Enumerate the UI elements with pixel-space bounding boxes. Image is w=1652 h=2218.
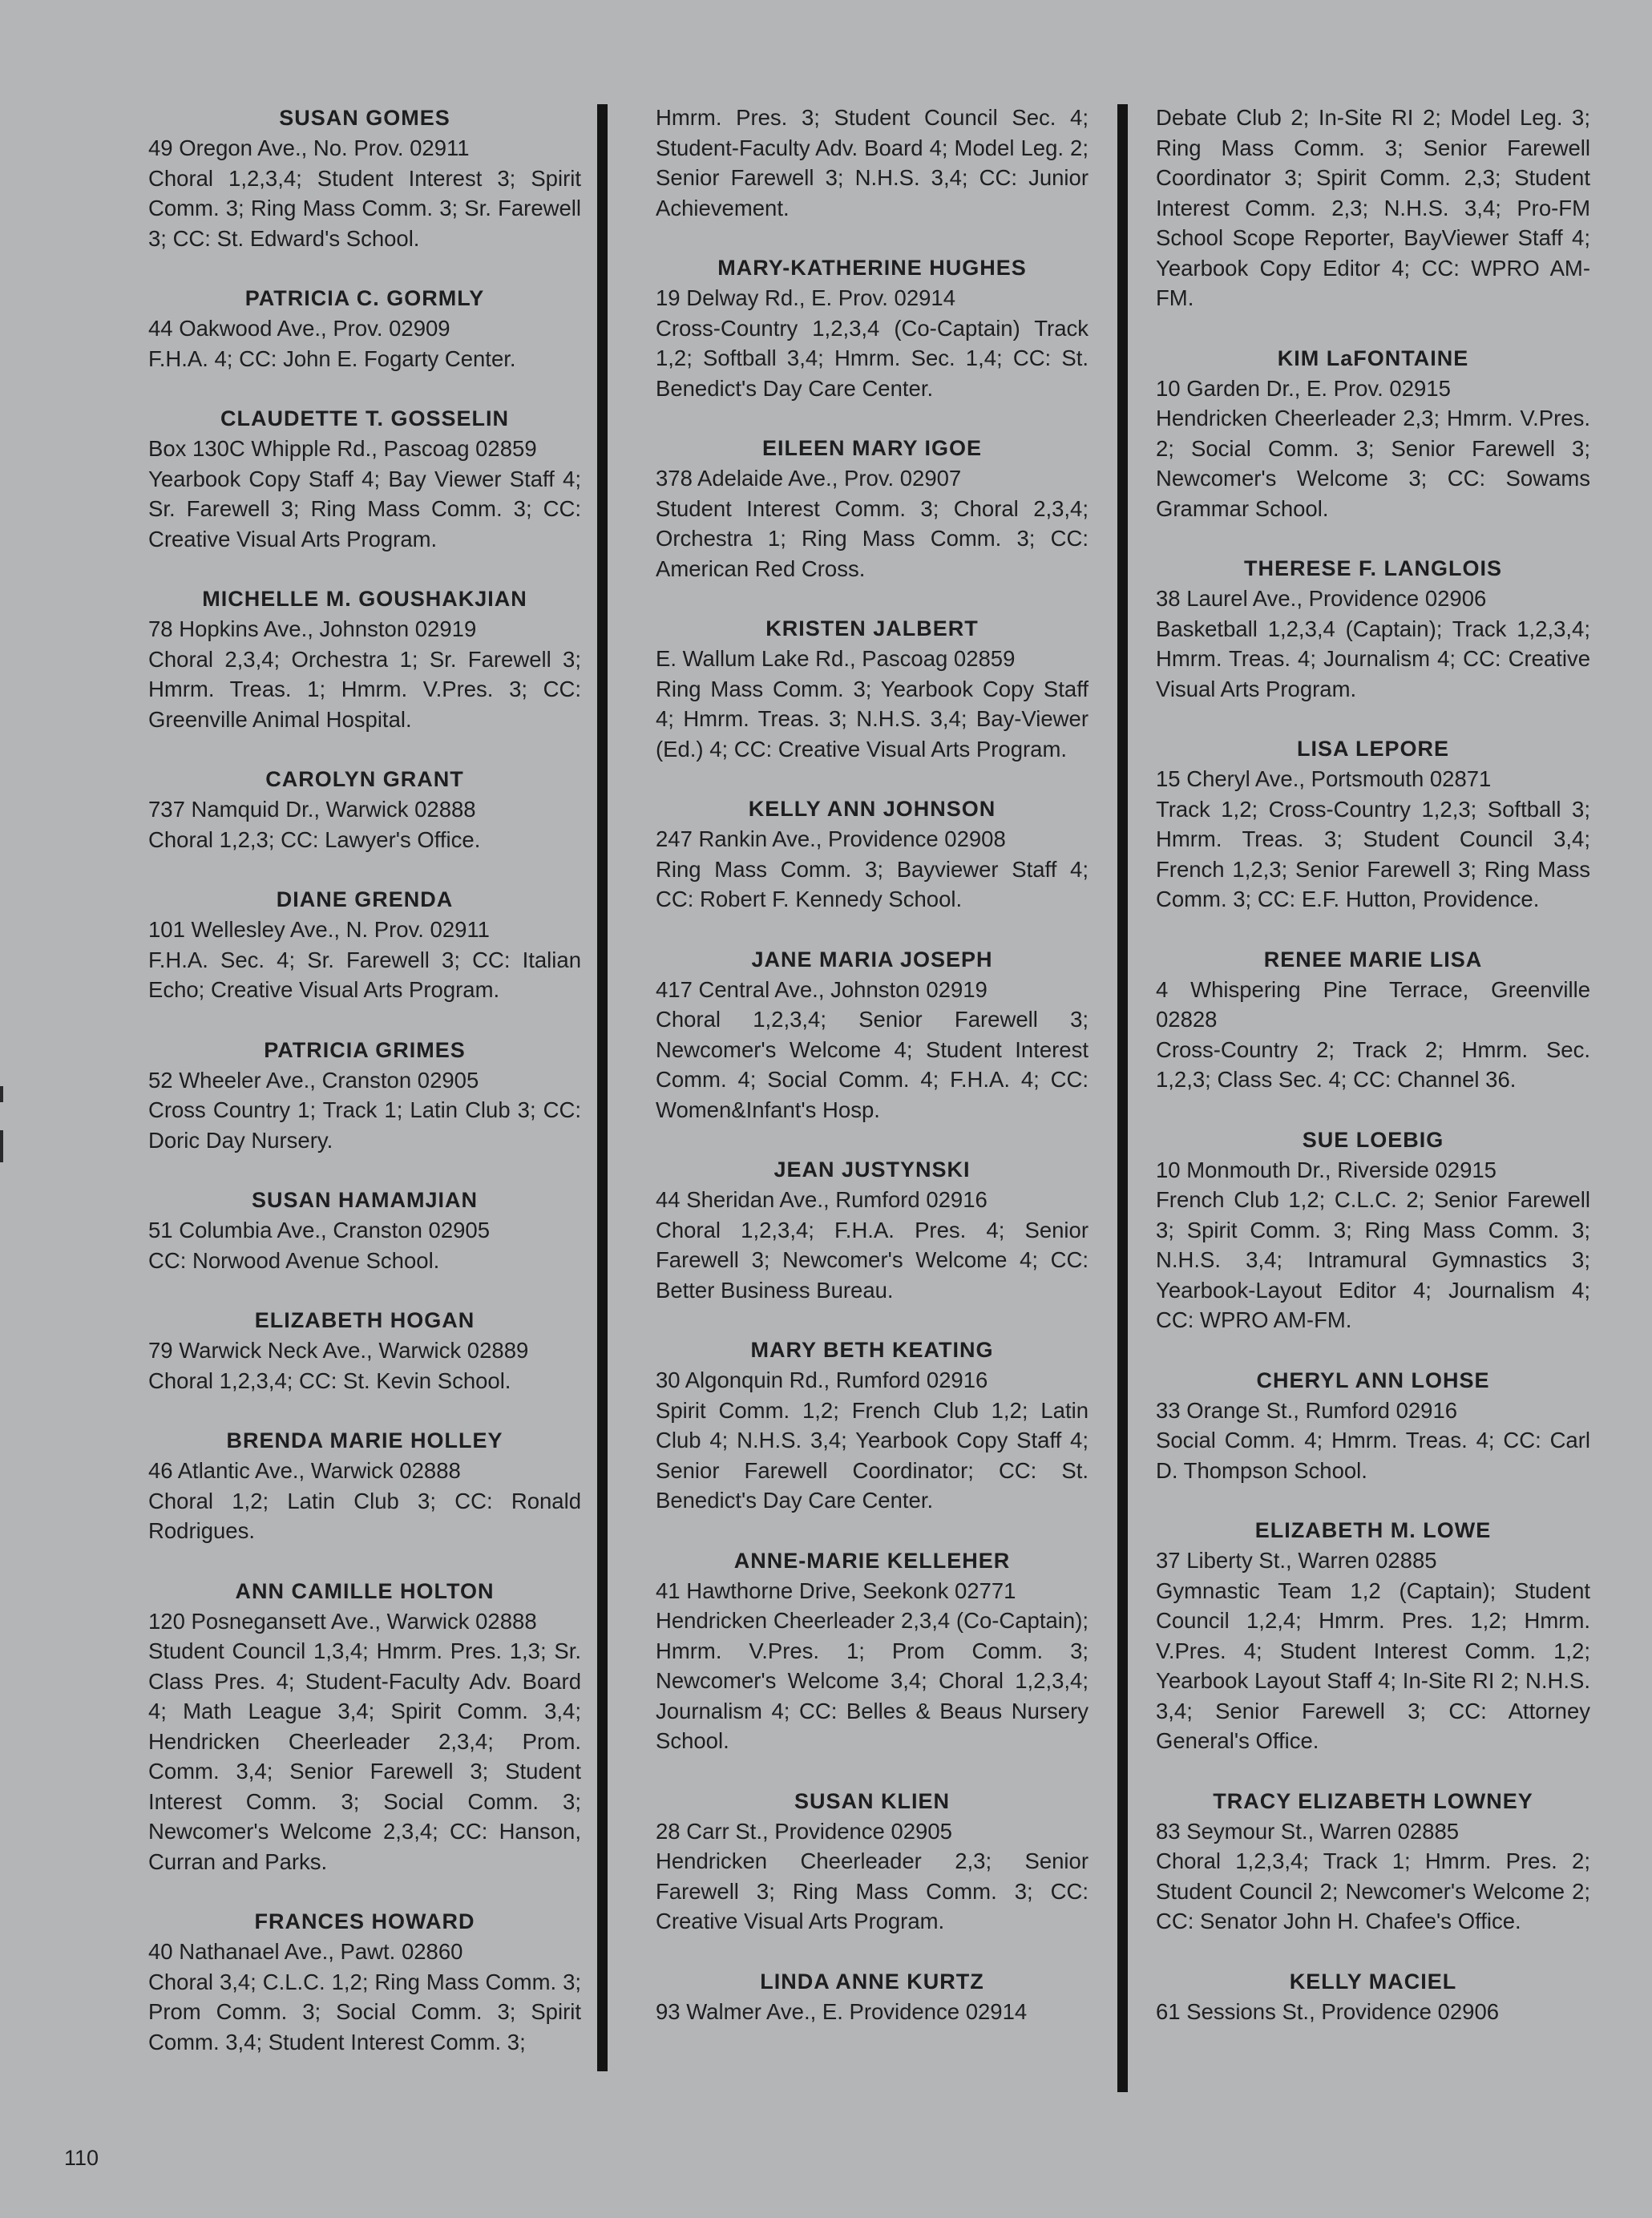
student-name: CAROLYN GRANT [265,767,464,791]
student-entry [148,403,581,554]
student-entry [656,944,1089,1125]
student-entry [148,884,581,1005]
student-name: CHERYL ANN LOHSE [1256,1368,1490,1392]
student-activities: Cross-Country 1,2,3,4 (Co-Captain) Track 1,2; Softball 3,4; Hmrm. Sec. 1,4; CC: St. Benedict's Day Care Center. [656,315,1089,401]
student-info [656,975,1089,1125]
student-name: LISA LEPORE [1296,737,1450,761]
student-info [148,313,581,374]
student-name: ELIZABETH M. LOWE [1254,1518,1492,1542]
student-name: SUSAN KLIEN [794,1788,950,1813]
student-info [656,1185,1089,1305]
column-1 [148,103,581,2087]
student-address: 79 Warwick Neck Ave., Warwick 02889 [148,1338,529,1363]
student-address: 37 Liberty St., Warren 02885 [1156,1548,1437,1573]
student-info [656,1997,1089,2027]
student-info [148,1335,581,1396]
student-info [656,1816,1089,1937]
student-info [656,1576,1089,1756]
student-activities: Social Comm. 4; Hmrm. Treas. 4; CC: Carl D. Thompson School. [1156,1428,1590,1483]
student-info [656,824,1089,915]
student-activities: Basketball 1,2,3,4 (Captain); Track 1,2,3,4; Hmrm. Treas. 4; Journalism 4; CC: Creative Visual Arts Program. [1156,616,1590,701]
student-entry [148,1425,581,1546]
student-info [1156,584,1590,704]
student-entry [148,1185,581,1275]
student-name: SUE LOEBIG [1302,1127,1444,1152]
student-entry [148,1035,581,1156]
student-activities: French Club 1,2; C.L.C. 2; Senior Farewell 3; Spirit Comm. 3; Ring Mass Comm. 3; N.H.S. 3,4; Intramural Gymnastics 3; Yearbook-Layout Editor 4; Journalism 4; CC: WPRO AM-FM. [1156,1187,1590,1332]
student-name: ELIZABETH HOGAN [254,1308,475,1332]
student-activities: Hendricken Cheerleader 2,3; Senior Farewell 3; Ring Mass Comm. 3; CC: Creative Visual Arts Program. [656,1848,1089,1933]
student-address: 46 Atlantic Ave., Warwick 02888 [148,1458,461,1483]
student-entry [148,283,581,374]
student-name: MICHELLE M. GOUSHAKJIAN [202,587,527,611]
student-name: KIM LaFONTAINE [1277,345,1469,370]
student-info [656,283,1089,403]
student-address: 417 Central Ave., Johnston 02919 [656,976,988,1002]
student-name: THERESE F. LANGLOIS [1243,556,1503,580]
student-entry [1156,1786,1590,1937]
student-activities: Choral 1,2,3,4; Track 1; Hmrm. Pres. 2; Student Council 2; Newcomer's Welcome 2; CC: Senator John H. Chafee's Office. [1156,1848,1590,1933]
student-address: 51 Columbia Ave., Cranston 02905 [148,1218,491,1242]
student-activities: Gymnastic Team 1,2 (Captain); Student Council 1,2,4; Hmrm. Pres. 1,2; Hmrm. V.Pres. 4; Student Interest Comm. 1,2; Yearbook Layout Staff 4; In-Site RI 2; N.H.S. 3,4; Senior Farewell 3; CC: Attorney General's Office. [1156,1578,1590,1753]
student-info [1156,1545,1590,1756]
student-info [1156,764,1590,915]
student-address: 52 Wheeler Ave., Cranston 02905 [148,1067,479,1093]
column-2 [656,103,1089,2056]
student-info [148,915,581,1005]
student-address: 30 Algonquin Rd., Rumford 02916 [656,1368,988,1392]
student-address: 93 Walmer Ave., E. Providence 02914 [656,1998,1028,2024]
student-address: 10 Monmouth Dr., Riverside 02915 [1156,1157,1496,1182]
student-activities: Hendricken Cheerleader 2,3; Hmrm. V.Pres. 2; Social Comm. 3; Senior Farewell 3; Newcomer's Welcome 3; CC: Sowams Grammar School. [1156,406,1590,521]
student-entry [656,1154,1089,1305]
student-entry [1156,1966,1590,2027]
column-divider [1117,104,1128,2092]
page-edge-mark [0,1130,3,1162]
student-entry [656,794,1089,915]
student-name: JEAN JUSTYNSKI [773,1157,971,1182]
student-address: 33 Orange St., Rumford 02916 [1156,1397,1458,1423]
student-entry [656,1786,1089,1937]
student-entry [148,584,581,734]
student-name: ANN CAMILLE HOLTON [235,1578,495,1603]
student-info [148,794,581,854]
student-info [148,434,581,554]
student-entry [1156,343,1590,524]
student-name: TRACY ELIZABETH LOWNEY [1213,1788,1533,1813]
student-activities: Choral 3,4; C.L.C. 1,2; Ring Mass Comm. 3; Prom Comm. 3; Social Comm. 3; Spirit Comm. 3,4; Student Interest Comm. 3; [148,1969,581,2054]
student-name: PATRICIA GRIMES [264,1037,466,1062]
student-address: 15 Cheryl Ave., Portsmouth 02871 [1156,766,1492,791]
student-name: RENEE MARIE LISA [1263,947,1483,972]
student-name: LINDA ANNE KURTZ [760,1969,984,1994]
student-info [148,133,581,253]
student-activities: Choral 1,2,3; CC: Lawyer's Office. [148,826,481,852]
continued-entry-text: Hmrm. Pres. 3; Student Council Sec. 4; Student-Faculty Adv. Board 4; Model Leg. 2; Senior Farewell 3; N.H.S. 3,4; CC: Junior Achievement. [656,105,1089,220]
student-info [1156,1155,1590,1335]
student-address: Box 130C Whipple Rd., Pascoag 02859 [148,436,537,461]
student-activities: F.H.A. Sec. 4; Sr. Farewell 3; CC: Italian Echo; Creative Visual Arts Program. [148,947,581,1002]
student-entry [148,1576,581,1877]
student-info [656,463,1089,584]
student-address: 19 Delway Rd., E. Prov. 02914 [656,285,955,310]
student-address: 10 Garden Dr., E. Prov. 02915 [1156,375,1451,401]
student-info [148,1215,581,1275]
student-activities: Hendricken Cheerleader 2,3,4 (Co-Captain); Hmrm. V.Pres. 1; Prom Comm. 3; Newcomer's Welcome 3,4; Choral 1,2,3,4; Journalism 4; CC: Belles & Beaus Nursery School. [656,1608,1089,1753]
student-info [1156,1997,1590,2027]
student-info [1156,1396,1590,1486]
student-name: SUSAN GOMES [279,106,450,130]
student-entry [1156,1365,1590,1486]
student-address: 247 Rankin Ave., Providence 02908 [656,826,1006,851]
student-info [656,644,1089,764]
student-name: FRANCES HOWARD [254,1909,475,1933]
student-activities: Choral 1,2,3,4; CC: St. Kevin School. [148,1368,511,1393]
column-3 [1156,103,1590,2056]
student-entry [148,103,581,253]
student-name: KELLY ANN JOHNSON [748,797,996,821]
student-entry [148,1906,581,2057]
student-address: 40 Nathanael Ave., Pawt. 02860 [148,1939,463,1964]
student-address: E. Wallum Lake Rd., Pascoag 02859 [656,646,1016,671]
student-address: 120 Posnegansett Ave., Warwick 02888 [148,1608,537,1634]
student-activities: F.H.A. 4; CC: John E. Fogarty Center. [148,345,516,371]
student-activities: Choral 1,2; Latin Club 3; CC: Ronald Rodrigues. [148,1488,581,1543]
student-activities: Yearbook Copy Staff 4; Bay Viewer Staff 4; Sr. Farewell 3; Ring Mass Comm. 3; CC: Creative Visual Arts Program. [148,466,581,551]
student-entry [1156,1125,1590,1335]
student-info [1156,975,1590,1095]
column-divider [597,104,608,2071]
student-activities: Choral 1,2,3,4; Student Interest 3; Spirit Comm. 3; Ring Mass Comm. 3; Sr. Farewell 3; CC: St. Edward's School. [148,165,581,251]
student-info [148,614,581,734]
student-name: BRENDA MARIE HOLLEY [226,1428,503,1452]
student-entry [148,764,581,854]
student-activities: CC: Norwood Avenue School. [148,1247,440,1273]
student-info [1156,374,1590,524]
student-entry [1156,553,1590,704]
student-entry [148,1305,581,1396]
student-name: ANNE-MARIE KELLEHER [733,1548,1011,1573]
student-address: 83 Seymour St., Warren 02885 [1156,1818,1460,1844]
student-entry [1156,1515,1590,1756]
student-address: 49 Oregon Ave., No. Prov. 02911 [148,135,470,160]
page-edge-mark [0,1086,3,1102]
student-entry [656,1966,1089,2027]
student-address: 28 Carr St., Providence 02905 [656,1818,952,1844]
student-activities: Choral 1,2,3,4; Senior Farewell 3; Newcomer's Welcome 4; Student Interest Comm. 4; Social Comm. 4; F.H.A. 4; CC: Women&Infant's Hosp. [656,1007,1089,1122]
student-activities: Cross-Country 2; Track 2; Hmrm. Sec. 1,2,3; Class Sec. 4; CC: Channel 36. [1156,1036,1590,1092]
student-info [148,1606,581,1877]
student-address: 4 Whispering Pine Terrace, Greenville 02828 [1156,976,1590,1032]
student-activities: Choral 1,2,3,4; F.H.A. Pres. 4; Senior Farewell 3; Newcomer's Welcome 4; CC: Better Business Bureau. [656,1217,1089,1303]
student-entry [1156,944,1590,1095]
student-info [656,1365,1089,1516]
student-activities: Ring Mass Comm. 3; Yearbook Copy Staff 4; Hmrm. Treas. 3; N.H.S. 3,4; Bay-Viewer (Ed.) 4; CC: Creative Visual Arts Program. [656,676,1089,762]
student-name: DIANE GRENDA [276,887,454,911]
student-name: MARY BETH KEATING [750,1338,994,1362]
student-name: MARY-KATHERINE HUGHES [717,256,1027,280]
student-name: PATRICIA C. GORMLY [244,286,485,310]
student-activities: Student Council 1,3,4; Hmrm. Pres. 1,3; Sr. Class Pres. 4; Student-Faculty Adv. Board 4; Math League 3,4; Spirit Comm. 3,4; Hendricken Cheerleader 2,3,4; Prom. Comm. 3,4; Senior Farewell 3; Student Interest Comm. 3; Social Comm. 3; Newcomer's Welcome 2,3,4; CC: Hanson, Curran and Parks. [148,1638,581,1874]
student-activities: Student Interest Comm. 3; Choral 2,3,4; Orchestra 1; Ring Mass Comm. 3; CC: American Red Cross. [656,495,1089,581]
student-info [1156,1816,1590,1937]
student-entry [656,433,1089,584]
student-address: 378 Adelaide Ave., Prov. 02907 [656,466,962,491]
student-info [148,1456,581,1546]
student-entry [656,1545,1089,1756]
student-name: SUSAN HAMAMJIAN [251,1188,478,1212]
page-number: 110 [64,2146,99,2170]
student-address: 38 Laurel Ave., Providence 02906 [1156,586,1487,611]
student-name: JANE MARIA JOSEPH [751,947,993,972]
student-entry [656,613,1089,764]
student-activities: Spirit Comm. 1,2; French Club 1,2; Latin Club 4; N.H.S. 3,4; Yearbook Copy Staff 4; Senior Farewell Coordinator; CC: St. Benedict's Day Care Center. [656,1397,1089,1513]
student-name: KELLY MACIEL [1289,1969,1457,1994]
continued-entry-text: Debate Club 2; In-Site RI 2; Model Leg. 3; Ring Mass Comm. 3; Senior Farewell Coordinator 3; Spirit Comm. 2,3; Student Interest Comm. 2,3; N.H.S. 3,4; Pro-FM School Scope Reporter, BayViewer Staff 4; Yearbook Copy Editor 4; CC: WPRO AM-FM. [1156,105,1590,310]
student-entry [656,1335,1089,1516]
student-info [148,1065,581,1156]
student-activities: Choral 2,3,4; Orchestra 1; Sr. Farewell 3; Hmrm. Treas. 1; Hmrm. V.Pres. 3; CC: Greenville Animal Hospital. [148,646,581,732]
student-address: 44 Sheridan Ave., Rumford 02916 [656,1187,988,1212]
student-entry [656,253,1089,403]
student-activities: Cross Country 1; Track 1; Latin Club 3; CC: Doric Day Nursery. [148,1097,581,1153]
student-name: CLAUDETTE T. GOSSELIN [220,406,510,430]
student-name: KRISTEN JALBERT [765,616,979,640]
student-address: 41 Hawthorne Drive, Seekonk 02771 [656,1578,1016,1603]
student-activities: Track 1,2; Cross-Country 1,2,3; Softball 3; Hmrm. Treas. 3; Student Council 3,4; French 1,2,3; Senior Farewell 3; Ring Mass Comm. 3; CC: E.F. Hutton, Providence. [1156,796,1590,911]
student-name: EILEEN MARY IGOE [761,436,983,460]
student-address: 737 Namquid Dr., Warwick 02888 [148,797,476,822]
student-address: 78 Hopkins Ave., Johnston 02919 [148,616,477,641]
student-info [148,1937,581,2057]
student-address: 61 Sessions St., Providence 02906 [1156,1998,1500,2024]
student-entry [1156,733,1590,915]
student-address: 44 Oakwood Ave., Prov. 02909 [148,316,450,341]
student-address: 101 Wellesley Ave., N. Prov. 02911 [148,917,490,942]
student-activities: Ring Mass Comm. 3; Bayviewer Staff 4; CC: Robert F. Kennedy School. [656,856,1089,911]
